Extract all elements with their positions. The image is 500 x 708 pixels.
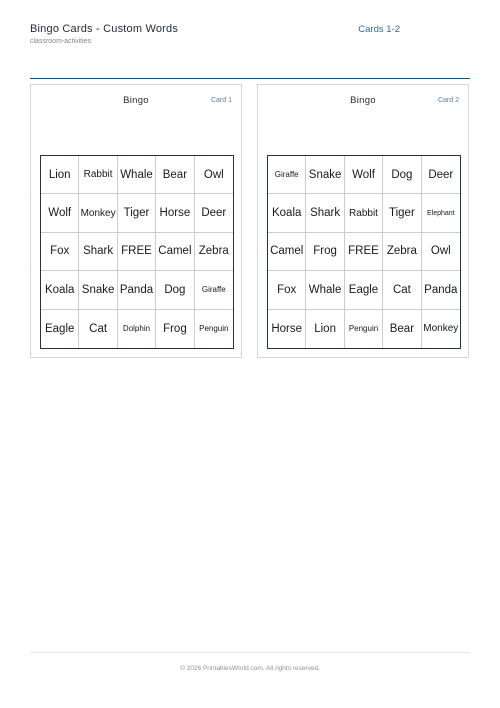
bingo-cell: Snake xyxy=(79,271,117,309)
bingo-cell: Koala xyxy=(41,271,79,309)
cards-range-label: Cards 1-2 xyxy=(358,24,400,35)
bingo-cell: Shark xyxy=(306,194,344,232)
bingo-grid xyxy=(267,155,461,349)
bingo-cell: Wolf xyxy=(345,156,383,194)
bingo-cell: Monkey xyxy=(79,194,117,232)
bingo-cell: Fox xyxy=(268,271,306,309)
bingo-cell: Rabbit xyxy=(345,194,383,232)
bingo-cell: Bear xyxy=(156,156,194,194)
bingo-cell: Fox xyxy=(41,233,79,271)
bingo-card-2 xyxy=(257,84,469,358)
bingo-cell: Deer xyxy=(195,194,233,232)
page-subtitle: classroom-activities xyxy=(30,38,92,45)
bingo-cell: Lion xyxy=(306,310,344,348)
bingo-cell: Panda xyxy=(118,271,156,309)
card-number: Card 2 xyxy=(437,97,459,104)
bingo-cell: Owl xyxy=(422,233,460,271)
bingo-cell: Panda xyxy=(422,271,460,309)
page-header xyxy=(30,22,470,79)
bingo-card-1 xyxy=(30,84,242,358)
bingo-cell: Giraffe xyxy=(268,156,306,194)
bingo-cell: Horse xyxy=(268,310,306,348)
bingo-cell: Frog xyxy=(156,310,194,348)
bingo-cell: Eagle xyxy=(41,310,79,348)
bingo-cell: Snake xyxy=(306,156,344,194)
bingo-cell: Dog xyxy=(383,156,421,194)
bingo-cell: Frog xyxy=(306,233,344,271)
bingo-cell: Rabbit xyxy=(79,156,117,194)
bingo-cell: Dog xyxy=(156,271,194,309)
bingo-cell: Camel xyxy=(156,233,194,271)
card-number: Card 1 xyxy=(210,97,232,104)
bingo-cell: Monkey xyxy=(423,323,459,335)
bingo-cell: Cat xyxy=(79,310,117,348)
bingo-cell: Wolf xyxy=(41,194,79,232)
bingo-cell: Bear xyxy=(383,310,421,348)
bingo-cell: Koala xyxy=(268,194,306,232)
bingo-cell: Zebra xyxy=(383,233,421,271)
bingo-cell: Lion xyxy=(41,156,79,194)
bingo-cell: Dolphin xyxy=(118,310,156,348)
bingo-cell: Zebra xyxy=(195,233,233,271)
bingo-cell: Elephant xyxy=(422,194,460,232)
bingo-cell: Penguin xyxy=(199,324,229,334)
bingo-cell: Penguin xyxy=(345,310,383,348)
bingo-cell: FREE xyxy=(118,233,156,271)
bingo-cell: Horse xyxy=(156,194,194,232)
footer-copyright: © 2026 PrintablesWorld.com. All rights reserved. xyxy=(180,665,320,672)
page-title: Bingo Cards - Custom Words xyxy=(30,23,179,35)
card-title: Bingo xyxy=(350,95,376,106)
bingo-cell: Deer xyxy=(422,156,460,194)
bingo-grid xyxy=(40,155,234,349)
bingo-cell: Cat xyxy=(383,271,421,309)
bingo-cell: Whale xyxy=(306,271,344,309)
bingo-cell: Whale xyxy=(118,156,156,194)
bingo-cell: Tiger xyxy=(118,194,156,232)
bingo-cell: Shark xyxy=(79,233,117,271)
bingo-cell: Camel xyxy=(268,233,306,271)
bingo-cell: Tiger xyxy=(383,194,421,232)
card-title: Bingo xyxy=(123,95,149,106)
bingo-cell: FREE xyxy=(345,233,383,271)
footer-divider xyxy=(30,652,470,653)
bingo-cell: Owl xyxy=(195,156,233,194)
bingo-cell: Eagle xyxy=(345,271,383,309)
bingo-cell: Giraffe xyxy=(195,271,233,309)
